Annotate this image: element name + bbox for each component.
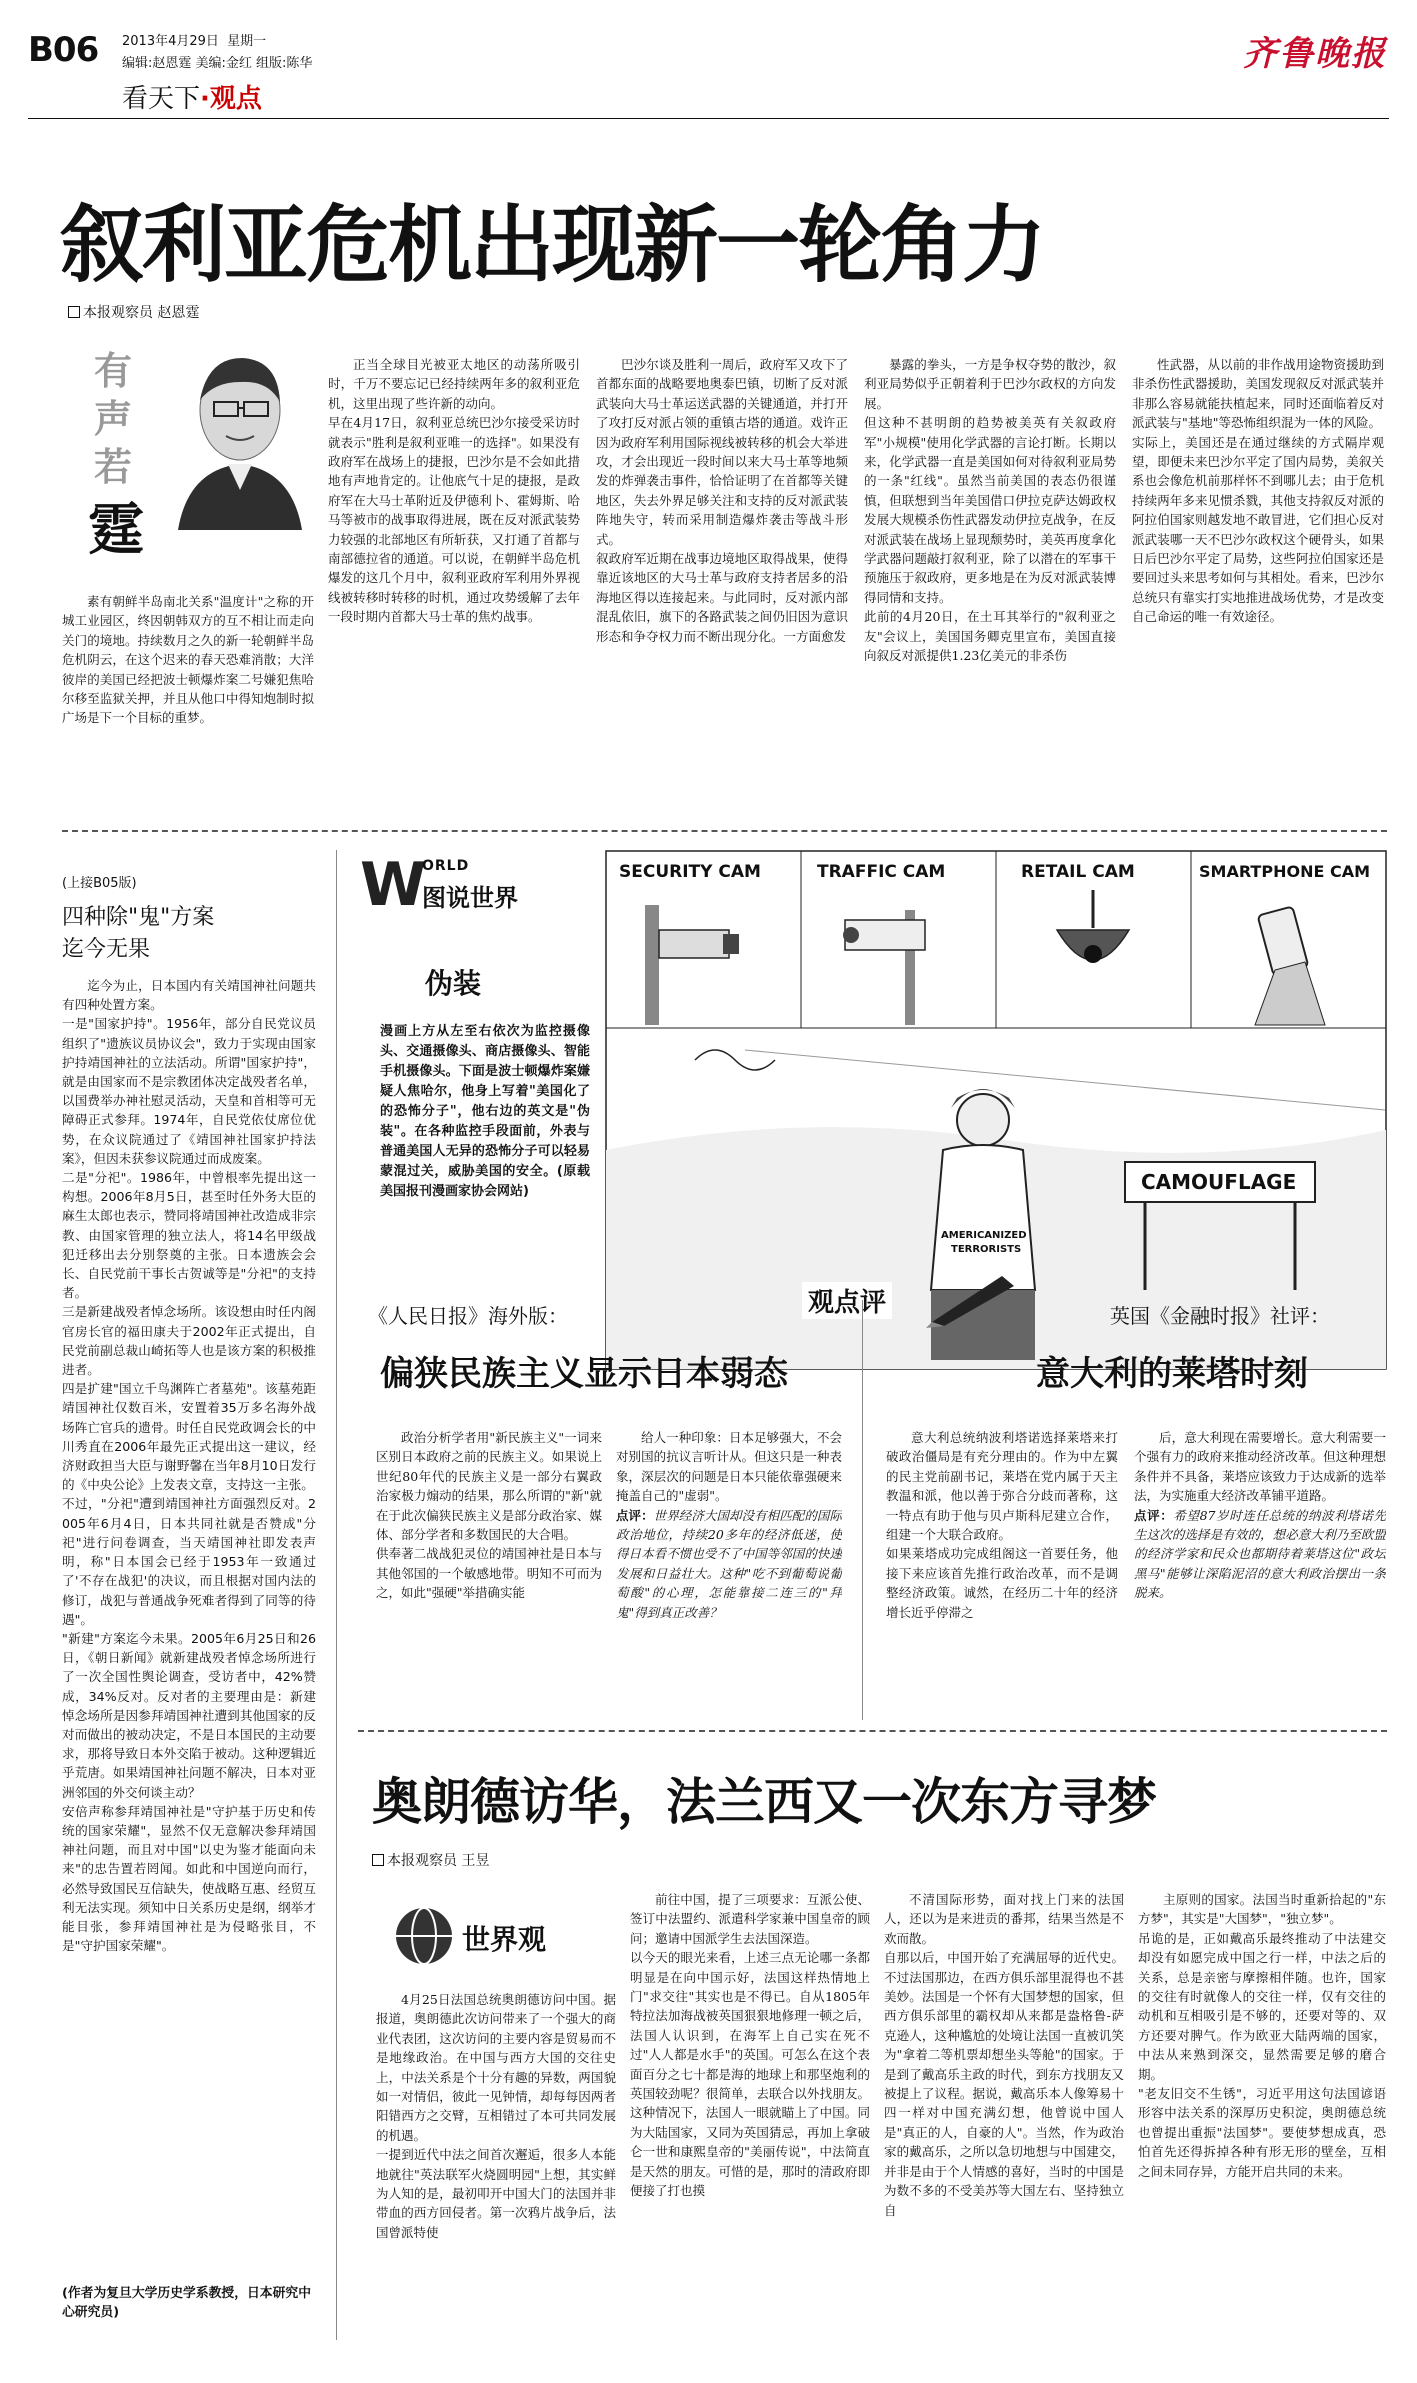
opinion-left-col-1: 政治分析学者用"新民族主义"一词来区别日本政府之前的民族主义。如果说上世纪80年代的民族主义是一部分右翼政治家极力煽动的结果，那么所谓的"新"就在于此次偏狭民族主义是部分政治家、媒体、部分学者和多数国民的大合唱。 供奉著二战战犯灵位的靖国神社是日本与其他邻国的一个敏感地带。明知不可而为之，如此"强硬"举措确实能 (376, 1430, 602, 1601)
editors-line: 编辑:赵恩霆 美编:金红 组版:陈华 (122, 56, 313, 71)
worldview-badge-text: 世界观 (462, 1923, 547, 1956)
globe-icon (392, 1904, 456, 1968)
bottom-col-3: 不清国际形势，面对找上门来的法国人，还以为是来进贡的番邦，结果当然是不欢而散。 自那以后，中国开始了充满屈辱的近代史。不过法国那边，在西方俱乐部里混得也不甚美妙。法国是一个怀有大国梦想的国家，但西方俱乐部里的霸权却从来都是盎格鲁-萨克逊人，这种尴尬的处境让法国一直被讥笑为"拿着二等机票却想坐头等舱"的国家。于是到了戴高乐主政的时代，到东方找朋友又被提上了议程。据说，戴高乐本人像筹易十四一样对中国充满幻想，他曾说中国人是"真正的人，自豪的人"。当然，作为政治家的戴高乐，之所以急切地想与中国建交，并非是由于个人情感的喜好，当时的中国是为数不多的不受美苏等大国左右、坚持独立自 (884, 1892, 1124, 2218)
bottom-col-2: 前往中国，提了三项要求：互派公使、签订中法盟约、派遣科学家兼中国皇帝的顾问；邀请中国派学生去法国深造。 以今天的眼光来看，上述三点无论哪一条都明显是在向中国示好，法国这样热情地上门"求交往"其实也是不得已。自从1805年特拉法加海战被英国狠狠地修理一顿之后，法国人认识到，在海军上自己实在死不过"人人都是水手"的英国。可怎么在这个表面百分之七十都是海的地球上和那坚炮利的英国较劲呢？很简单，去联合以外找朋友。这种情况下，法国人一眼就瞄上了中国。同为大陆国家，又同为英国猜忌，再加上拿破仑一世和康熙皇帝的"美丽传说"，中法简直是天然的朋友。可惜的是，那时的清政府即便接了打也摸 (630, 1892, 870, 2199)
world-logo-name: 图说世界 (422, 884, 518, 912)
badge-char-1: 有 (94, 349, 133, 393)
opinion-left-point: 世界经济大国却没有相匹配的国际政治地位，持续20多年的经济低迷，使得日本看不惯也受不了中国等邻国的快速发展和日益壮大。这种"吃不到葡萄说葡萄酸"的心理，怎能靠接二连三的"拜鬼"得到真正改善？ (616, 1507, 842, 1620)
opinion-right-point: 希望87岁时连任总统的纳波利塔诺先生这次的选择是有效的，想必意大利乃至欧盟的经济学家和民众也都期待着莱塔这位"政坛黑马"能够让深陷泥沼的意大利政治摆出一条脱来。 (1134, 1507, 1386, 1601)
badge-char-4: 霆 (88, 497, 144, 563)
opinion-right-col-1: 意大利总统纳波利塔诺选择莱塔来打破政治僵局是有充分理由的。作为中左翼的民主党前副书记，莱塔在党内属于天主教温和派，他以善于弥合分歧而著称，这一特点有助于他与贝卢斯科尼建立合作，组建一个大联合政府。 如果莱塔成功完成组阁这一首要任务，他接下来应该首先推行政治改革，而不是调整经济政策。诚然，在经历二十年的经济增长近乎停滞之 (886, 1430, 1118, 1620)
sidebar-headline-2: 迄今无果 (62, 937, 151, 962)
sidebar-tag: (上接B05版) (62, 876, 137, 891)
opinion-right-point-label: 点评： (1134, 1507, 1174, 1523)
main-byline (68, 302, 199, 322)
issue-date (122, 30, 266, 49)
world-logo-word: ORLD (422, 858, 470, 874)
opinion-divider (862, 1300, 863, 1720)
badge-char-2: 声 (94, 397, 133, 441)
world-logo-letter: W (360, 850, 427, 920)
cartoon-label-smartphone: SMARTPHONE CAM (1199, 862, 1370, 881)
opinion-left-source: 《人民日报》海外版： (368, 1304, 568, 1328)
main-col-3: 暴露的拳头，一方是争权夺势的散沙，叙利亚局势似乎正朝着利于巴沙尔政权的方向发展。 但这种不甚明朗的趋势被美英有关叙政府军"小规模"使用化学武器的言论打断。长期以来，化学武器一直是美国如何对待叙利亚局势的一条"红线"。虽然当前美国的表态仍很谨慎，但联想到当年美国借口伊拉克萨达姆政权发展大规模杀伤性武器发动伊拉克战争，在反对派武装在战场上显现颓势时，美英再度拿化学武器问题敲打叙利亚，除了以潜在的军事干预施压于叙政府，更多地是在为反对派武装博得同情和支持。 此前的4月20日，在土耳其举行的"叙利亚之友"会议上，美国国务卿克里宣布，美国直接向叙反对派提供1.23亿美元的非杀伤 (864, 357, 1116, 664)
masthead-rule (28, 118, 1389, 119)
author-portrait (168, 340, 308, 530)
cartoon-shirt-text-1: AMERICANIZED (941, 1230, 1027, 1241)
cartoon-label-retail: RETAIL CAM (1021, 862, 1135, 882)
cartoon-caption: 漫画上方从左至右依次为监控摄像头、交通摄像头、商店摄像头、智能手机摄像头。下面是波士顿爆炸案嫌疑人焦哈尔，他身上写着"美国化了的恐怖分子"，他右边的英文是"伪装"。在各种监控手段面前，外表与普通美国人无异的恐怖分子可以轻易蒙混过关，威胁美国的安全。(原载美国报刊漫画家协会网站) (380, 1024, 590, 1199)
main-bottom-divider (62, 830, 1387, 832)
worldview-badge (392, 1904, 612, 1968)
sidebar-body: 迄今为止，日本国内有关靖国神社问题共有四种处置方案。 一是"国家护持"。1956年，部分自民党议员组织了"遗族议员协议会"，致力于实现由国家护持靖国神社的立法活动。所谓"国家护持"，就是由国家而不是宗教团体决定战殁者名单，以国费举办神社慰灵活动，天皇和首相等可无障碍正式参拜。1974年，自民党依仗席位优势，在众议院通过了《靖国神社国家护持法案》，但因未获参议院通过而成废案。 二是"分祀"。1986年，中曾根率先提出这一构想。2006年8月5日，甚至时任外务大臣的麻生太郎也表示，赞同将靖国神社改造成非宗教、由国家管理的独立法人，将14名甲级战犯迁移出去分别祭奠的主张。日本遗族会会长、自民党前干事长古贺诚等是"分祀"的支持者。 三是新建战殁者悼念场所。该设想由时任内阁官房长官的福田康夫于2002年正式提出，自民党前副总裁山崎拓等人也是该方案的积极推进者。 四是扩建"国立千鸟渊阵亡者墓苑"。该墓苑距靖国神社仅数百米，安置着35万多名海外战场阵亡官兵的遗骨。时任自民党政调会长的中川秀直在2006年最先正式提出这一建议，经济财政担当大臣与谢野馨在当年8月10日发行的《中央公论》上发表文章，支持这一主张。 不过，"分祀"遭到靖国神社方面强烈反对。2005年6月4日，日本共同社就是否赞成"分祀"进行问卷调查，当天靖国神社即发表声明，称"日本国会已经于1953年一致通过了'不存在战犯'的决议，而且根据对国内法的修订，战犯与普通战争死难者得到了同等的待遇"。 "新建"方案迄今未果。2005年6月25日和26日，《朝日新闻》就新建战殁者悼念场所进行了一次全国性舆论调查，受访者中，42%赞成，34%反对。反对者的主要理由是：新建悼念场所是因参拜靖国神社遭到其他国家的反对而做出的被动决定，不是日本国民的主动要求，那将导致日本外交陷于被动。这种逻辑近乎荒唐。如果靖国神社问题不解决，日本对亚洲邻国的外交何谈主动？ 安倍声称参拜靖国神社是"守护基于历史和传统的国家荣耀"，显然不仅无意解决参拜靖国神社问题，而且对中国"以史为鉴才能面向未来"的忠告置若罔闻。如此和中国逆向而行，必然导致国民互信缺失，使战略互惠、经贸互利无法实现。须知中日关系历史是纲，纲举才能目张，参拜靖国神社是为侵略张目，不是"守护国家荣耀"。 (62, 978, 316, 1954)
cartoon-sign-text: CAMOUFLAGE (1141, 1170, 1297, 1194)
bottom-byline (372, 1850, 489, 1870)
cartoon-label-security: SECURITY CAM (619, 862, 761, 882)
main-headline: 叙利亚危机出现新一轮角力 (60, 196, 1045, 294)
opinion-right-col-2-text: 后，意大利现在需要增长。意大利需要一个强有力的政府来推动经济改革。但这种理想条件并不具备，莱塔应该致力于达成新的选举法，为实施重大经济改革铺平道路。 (1134, 1430, 1386, 1504)
main-col-1: 正当全球目光被亚太地区的动荡所吸引时，千万不要忘记已经持续两年多的叙利亚危机，这里出现了些许新的动向。 早在4月17日，叙利亚总统巴沙尔接受采访时就表示"胜利是叙利亚唯一的选择"。如果没有政府军在战场上的捷报，巴沙尔是不会如此措地有声地肯定的。让他底气十足的捷报，是政府军在大马士革附近及伊德利卜、霍姆斯、哈马等被市的战事取得进展，既在反对派武装势力较强的北部地区有所斩获，又打通了首都与南部德拉省的通道。可以说，在朝鲜半岛危机爆发的这几个月中，叙利亚政府军利用外界视线被转移时转移的时机，通过攻势缓解了去年一段时期内首都大马士革的焦灼战事。 (328, 357, 580, 625)
page-code: B06 (28, 30, 99, 70)
opinion-badge (782, 1268, 1022, 1328)
section-title-b: 观点 (209, 84, 262, 114)
cartoon-shirt-text-2: TERRORISTS (951, 1244, 1022, 1255)
date-text: 2013年4月29日 (122, 34, 219, 49)
cartoon-label-traffic: TRAFFIC CAM (817, 862, 946, 882)
sidebar-headline-1: 四种除"鬼"方案 (62, 905, 215, 930)
opinion-left-headline: 偏狭民族主义显示日本弱态 (380, 1354, 788, 1394)
main-col-2: 巴沙尔谈及胜利一周后，政府军又攻下了首都东面的战略要地奥泰巴镇，切断了反对派武装向大马士革运送武器的关键通道，并打开了攻打反对派占领的重镇古塔的通道。戏许正因为政府军利用国际视线被转移的机会大举进攻，才会出现近一段时间以来大马士革等地频发的炸弹袭击事件，恰恰证明了在首都等关键地区，失去外界足够关注和支持的反对派武装阵地失守，转而采用制造爆炸袭击等战斗形式。 叙政府军近期在战事边境地区取得战果，使得靠近该地区的大马士革与政府支持者居多的沿海地区得以连接起来。与此同时，反对派内部混乱依旧，旗下的各路武装之间仍旧因为意识形态和争夺权力而不断出现分化。一方面愈发 (596, 357, 848, 644)
main-byline-text: 本报观察员 赵恩霆 (83, 305, 200, 321)
opinion-left-col-2-text: 给人一种印象：日本足够强大，不会对别国的抗议言听计从。但这只是一种表象，深层次的问题是日本只能依靠强硬来掩盖自己的"虚弱"。 (616, 1430, 842, 1504)
square-icon (372, 1854, 384, 1866)
cartoon-title: 伪装 (425, 967, 482, 1000)
opinion-badge-text: 观点评 (802, 1282, 892, 1319)
bottom-col-1: 4月25日法国总统奥朗德访问中国。据报道，奥朗德此次访问带来了一个强大的商业代表团，这次访问的主要内容是贸易而不是地缘政治。在中国与西方大国的交往史上，中法关系是个十分有趣的异数，两国貌如一对情侣，彼此一见钟情，却每每因两者阳错西方之交臂，互相错过了本可共同发展的机遇。 一提到近代中法之间首次邂逅，很多人本能地就往"英法联军火烧圆明园"上想，其实鲜为人知的是，最初叩开中国大门的法国并非带血的西方回侵者。第一次鸦片战争后，法国曾派特使 (376, 1992, 616, 2240)
badge-char-3: 若 (94, 445, 133, 489)
pen-icon (922, 1268, 1022, 1328)
opinion-left-point-label: 点评： (616, 1507, 654, 1523)
world-logo (360, 850, 600, 920)
square-icon (68, 306, 80, 318)
main-intro: 素有朝鲜半岛南北关系"温度计"之称的开城工业园区，终因朝韩双方的互不相让而走向关门的境地。持续数月之久的新一轮朝鲜半岛危机阴云，在这个迟来的春天恐难消散；大洋彼岸的美国已经把波士顿爆炸案二号嫌犯焦哈尔移至监狱关押，并且从他口中得知炮制时拟广场是下一个目标的重梦。 (62, 594, 314, 726)
main-col-4: 性武器，从以前的非作战用途物资援助到非杀伤性武器援助，美国发现叙反对派武装并非那么容易就能扶植起来，同时还面临着反对派武装与"基地"等恐怖组织混为一体的风险。 实际上，美国还是在通过继续的方式隔岸观望，即便未来巴沙尔平定了国内局势，美叙关系也会像危机前那样怀不到哪儿去；由于危机持续两年多来见惯杀戮，其他支持叙反对派的阿拉伯国家则越发地不敢冒进，它们担心反对派武装哪一天不巴沙尔政权这个硬骨头，如果日后巴沙尔平定了局势，这些阿拉伯国家还是要回过头来思考如何与其相处。看来，巴沙尔总统只有靠实打实地推进战场优势，才是改变自己命运的唯一有效途径。 (1132, 357, 1384, 625)
opinion-right-source: 英国《金融时报》社评： (1110, 1304, 1330, 1328)
bottom-col-4: 主原则的国家。法国当时重新拾起的"东方梦"，其实是"大国梦"，"独立梦"。 吊诡的是，正如戴高乐最终推动了中法建交却没有如愿完成中国之行一样，中法之后的关系，总是亲密与摩擦相伴随。也许，国家的交往有时就像人的交往一样，仅有交往的动机和互相吸引是不够的，还要对等的、双方还要对脾气。作为欧亚大陆两端的国家，中法从来熟到深交，显然需要足够的磨合期。 "老友旧交不生锈"，习近平用这句法国谚语形容中法关系的深厚历史积淀，奥朗德总统也曾提出重振"法国梦"。要使梦想成真，恐怕首先还得拆掉各种有形无形的壁垒，互相之间未同存异，方能开启共同的未来。 (1138, 1892, 1386, 2179)
weekday-text: 星期一 (227, 34, 267, 49)
column-badge (86, 340, 156, 570)
opinion-left-col-2 (616, 1428, 842, 1718)
brand-logo: 齐鲁晚报 (1243, 34, 1387, 74)
opinion-right-col-2 (1134, 1428, 1386, 1718)
section-title-a: 看天下 (122, 84, 201, 114)
section-title: 看天下·观点 (122, 84, 262, 114)
opinion-right-headline: 意大利的莱塔时刻 (1036, 1354, 1308, 1394)
sidebar-author: (作者为复旦大学历史学系教授，日本研究中心研究员) (62, 2286, 311, 2320)
sidebar-divider (336, 850, 337, 2340)
bottom-byline-text: 本报观察员 王昱 (387, 1853, 490, 1869)
bottom-headline: 奥朗德访华，法兰西又一次东方寻梦 (372, 1773, 1156, 1831)
opinion-bottom-divider (358, 1730, 1387, 1732)
